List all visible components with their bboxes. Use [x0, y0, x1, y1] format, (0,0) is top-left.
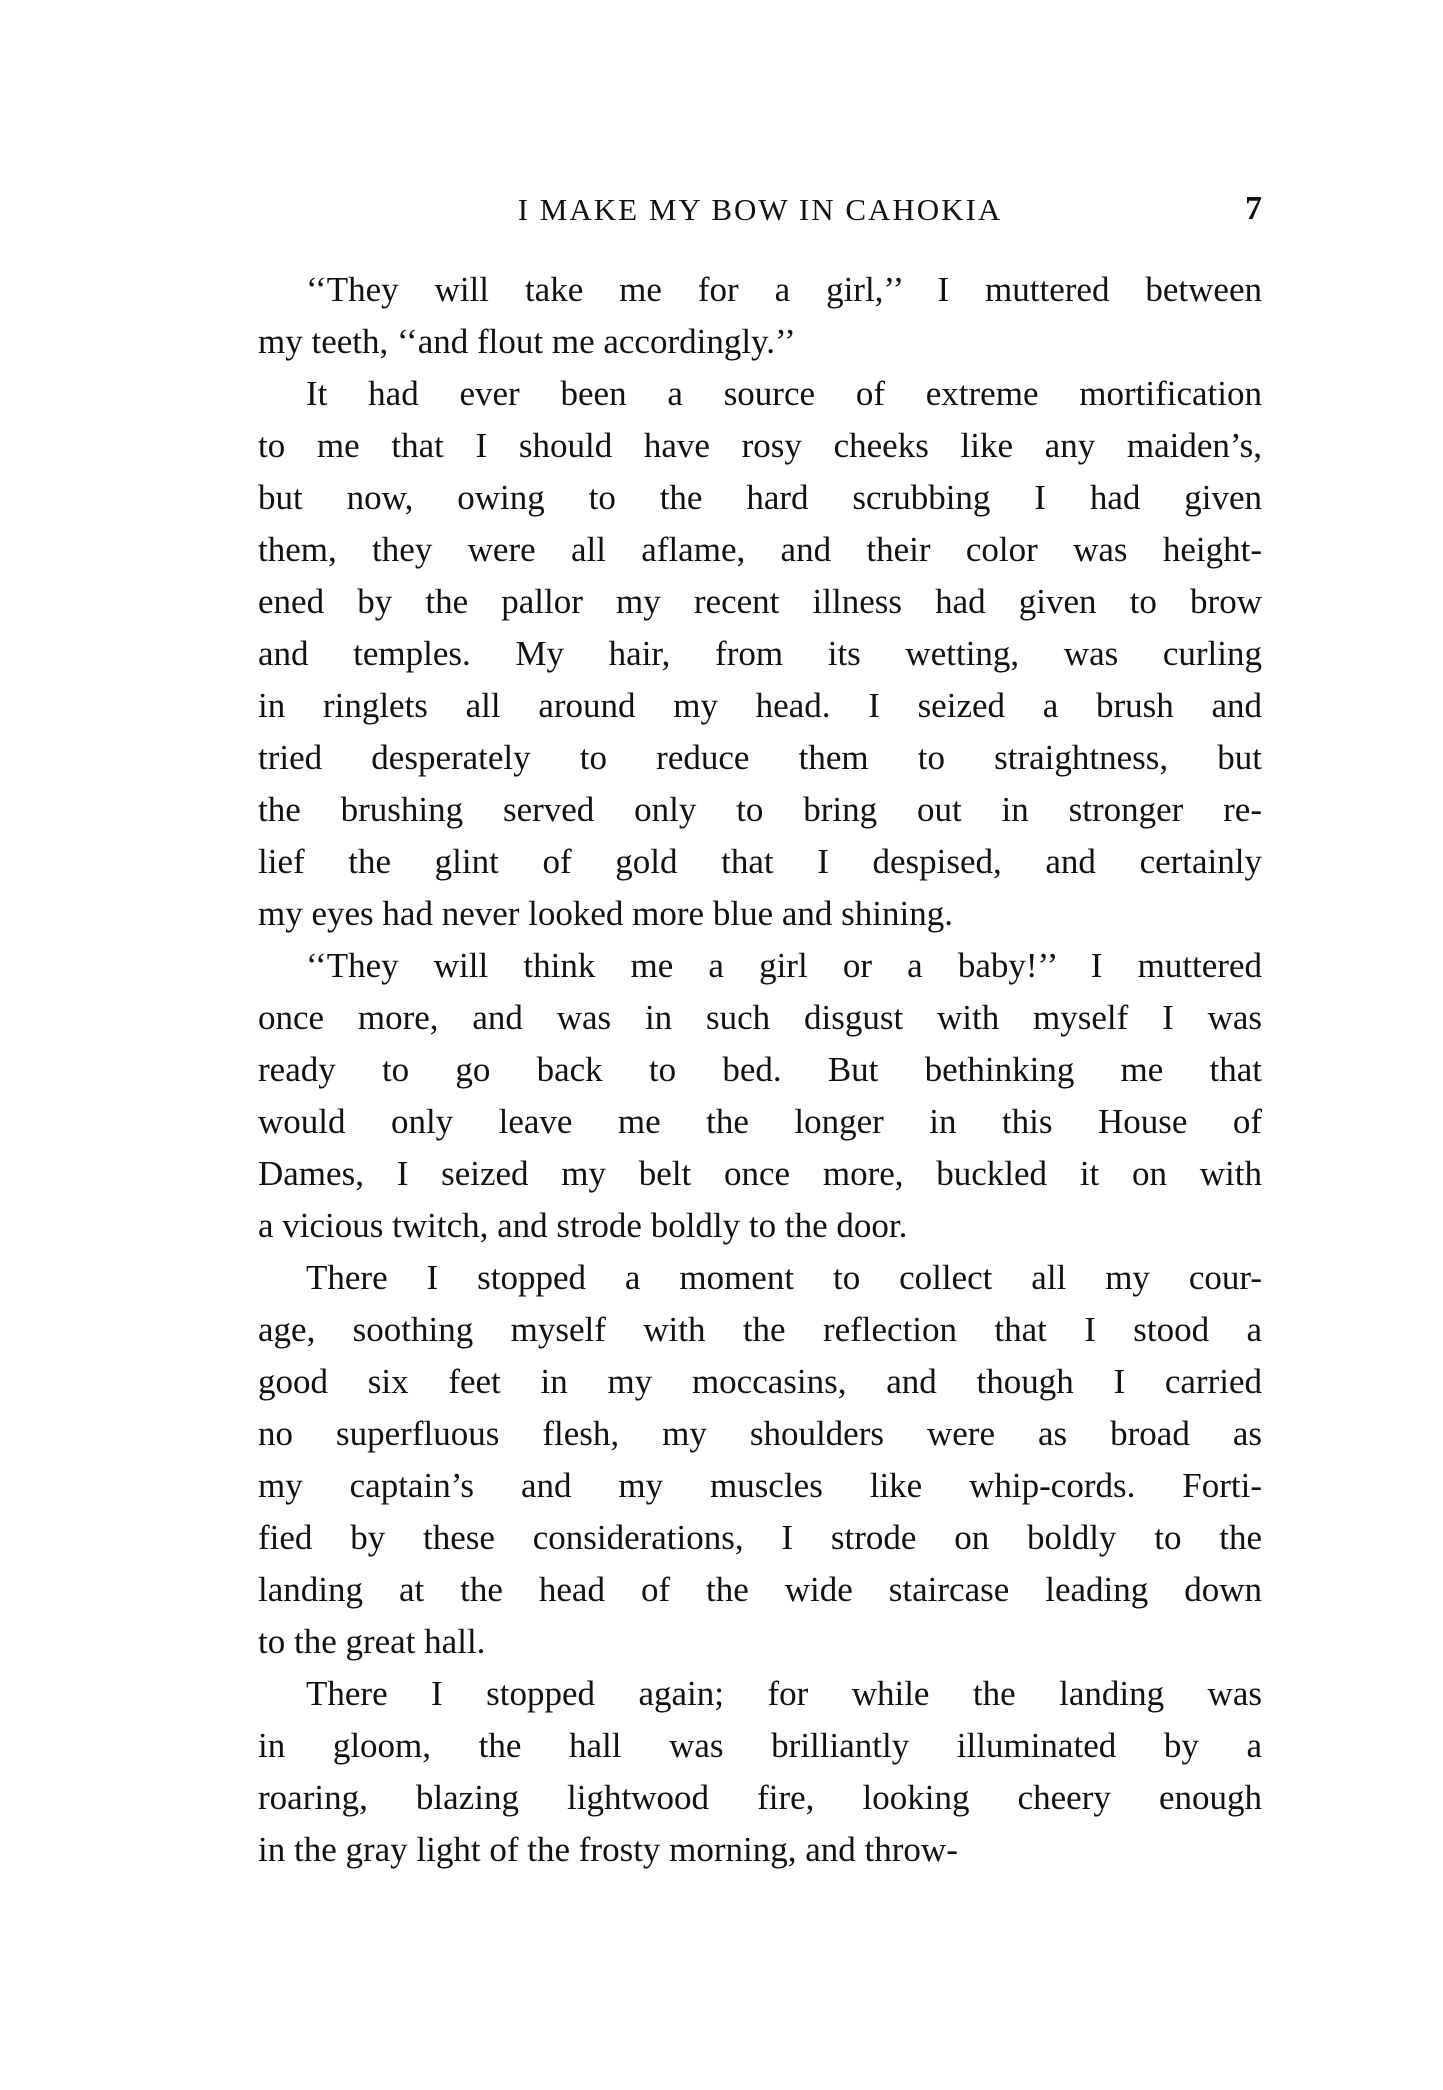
text-line: There I stopped again; for while the landing was — [306, 1674, 1262, 1713]
text-line: in the gray light of the frosty morning, and throw- — [258, 1830, 958, 1869]
text-line: ened by the pallor my recent illness had given to brow — [258, 582, 1262, 621]
text-line: to the great hall. — [258, 1622, 486, 1661]
text-line: ready to go back to bed. But bethinking me that — [258, 1050, 1262, 1089]
text-line: fied by these considerations, I strode on boldly to the — [258, 1518, 1262, 1557]
text-line: age, soothing myself with the reflection that I stood a — [258, 1310, 1262, 1349]
text-line: my captain’s and my muscles like whip-cords. Forti- — [258, 1466, 1262, 1505]
text-line: roaring, blazing lightwood fire, looking cheery enough — [258, 1778, 1262, 1817]
text-line: lief the glint of gold that I despised, and certainly — [258, 842, 1262, 881]
text-line: in ringlets all around my head. I seized a brush and — [258, 686, 1262, 725]
text-line: in gloom, the hall was brilliantly illuminated by a — [258, 1726, 1262, 1765]
text-line: my teeth, ‘‘and flout me accordingly.’’ — [258, 322, 796, 361]
text-line: but now, owing to the hard scrubbing I had given — [258, 478, 1262, 517]
text-line: them, they were all aflame, and their color was height- — [258, 530, 1262, 569]
text-line: Dames, I seized my belt once more, buckled it on with — [258, 1154, 1262, 1193]
text-line: once more, and was in such disgust with myself I was — [258, 998, 1262, 1037]
text-line: a vicious twitch, and strode boldly to the door. — [258, 1206, 908, 1245]
chapter-title: I MAKE MY BOW IN CAHOKIA — [517, 192, 1003, 227]
text-line: tried desperately to reduce them to straightness, but — [258, 738, 1262, 777]
text-line: ‘‘They will think me a girl or a baby!’’ I muttered — [306, 946, 1262, 985]
page-number: 7 — [1245, 190, 1262, 227]
running-head — [258, 192, 1262, 236]
text-line: would only leave me the longer in this House of — [258, 1102, 1262, 1141]
text-line: It had ever been a source of extreme mortification — [306, 374, 1262, 413]
text-line: ‘‘They will take me for a girl,’’ I muttered between — [306, 270, 1262, 309]
text-line: no superfluous flesh, my shoulders were as broad as — [258, 1414, 1262, 1453]
text-line: the brushing served only to bring out in stronger re- — [258, 790, 1262, 829]
text-line: landing at the head of the wide staircase leading down — [258, 1570, 1262, 1609]
text-line: my eyes had never looked more blue and shining. — [258, 894, 953, 933]
text-line: good six feet in my moccasins, and though I carried — [258, 1362, 1262, 1401]
text-line: and temples. My hair, from its wetting, was curling — [258, 634, 1262, 673]
text-line: There I stopped a moment to collect all my cour- — [306, 1258, 1262, 1297]
text-line: to me that I should have rosy cheeks like any maiden’s, — [258, 426, 1262, 465]
